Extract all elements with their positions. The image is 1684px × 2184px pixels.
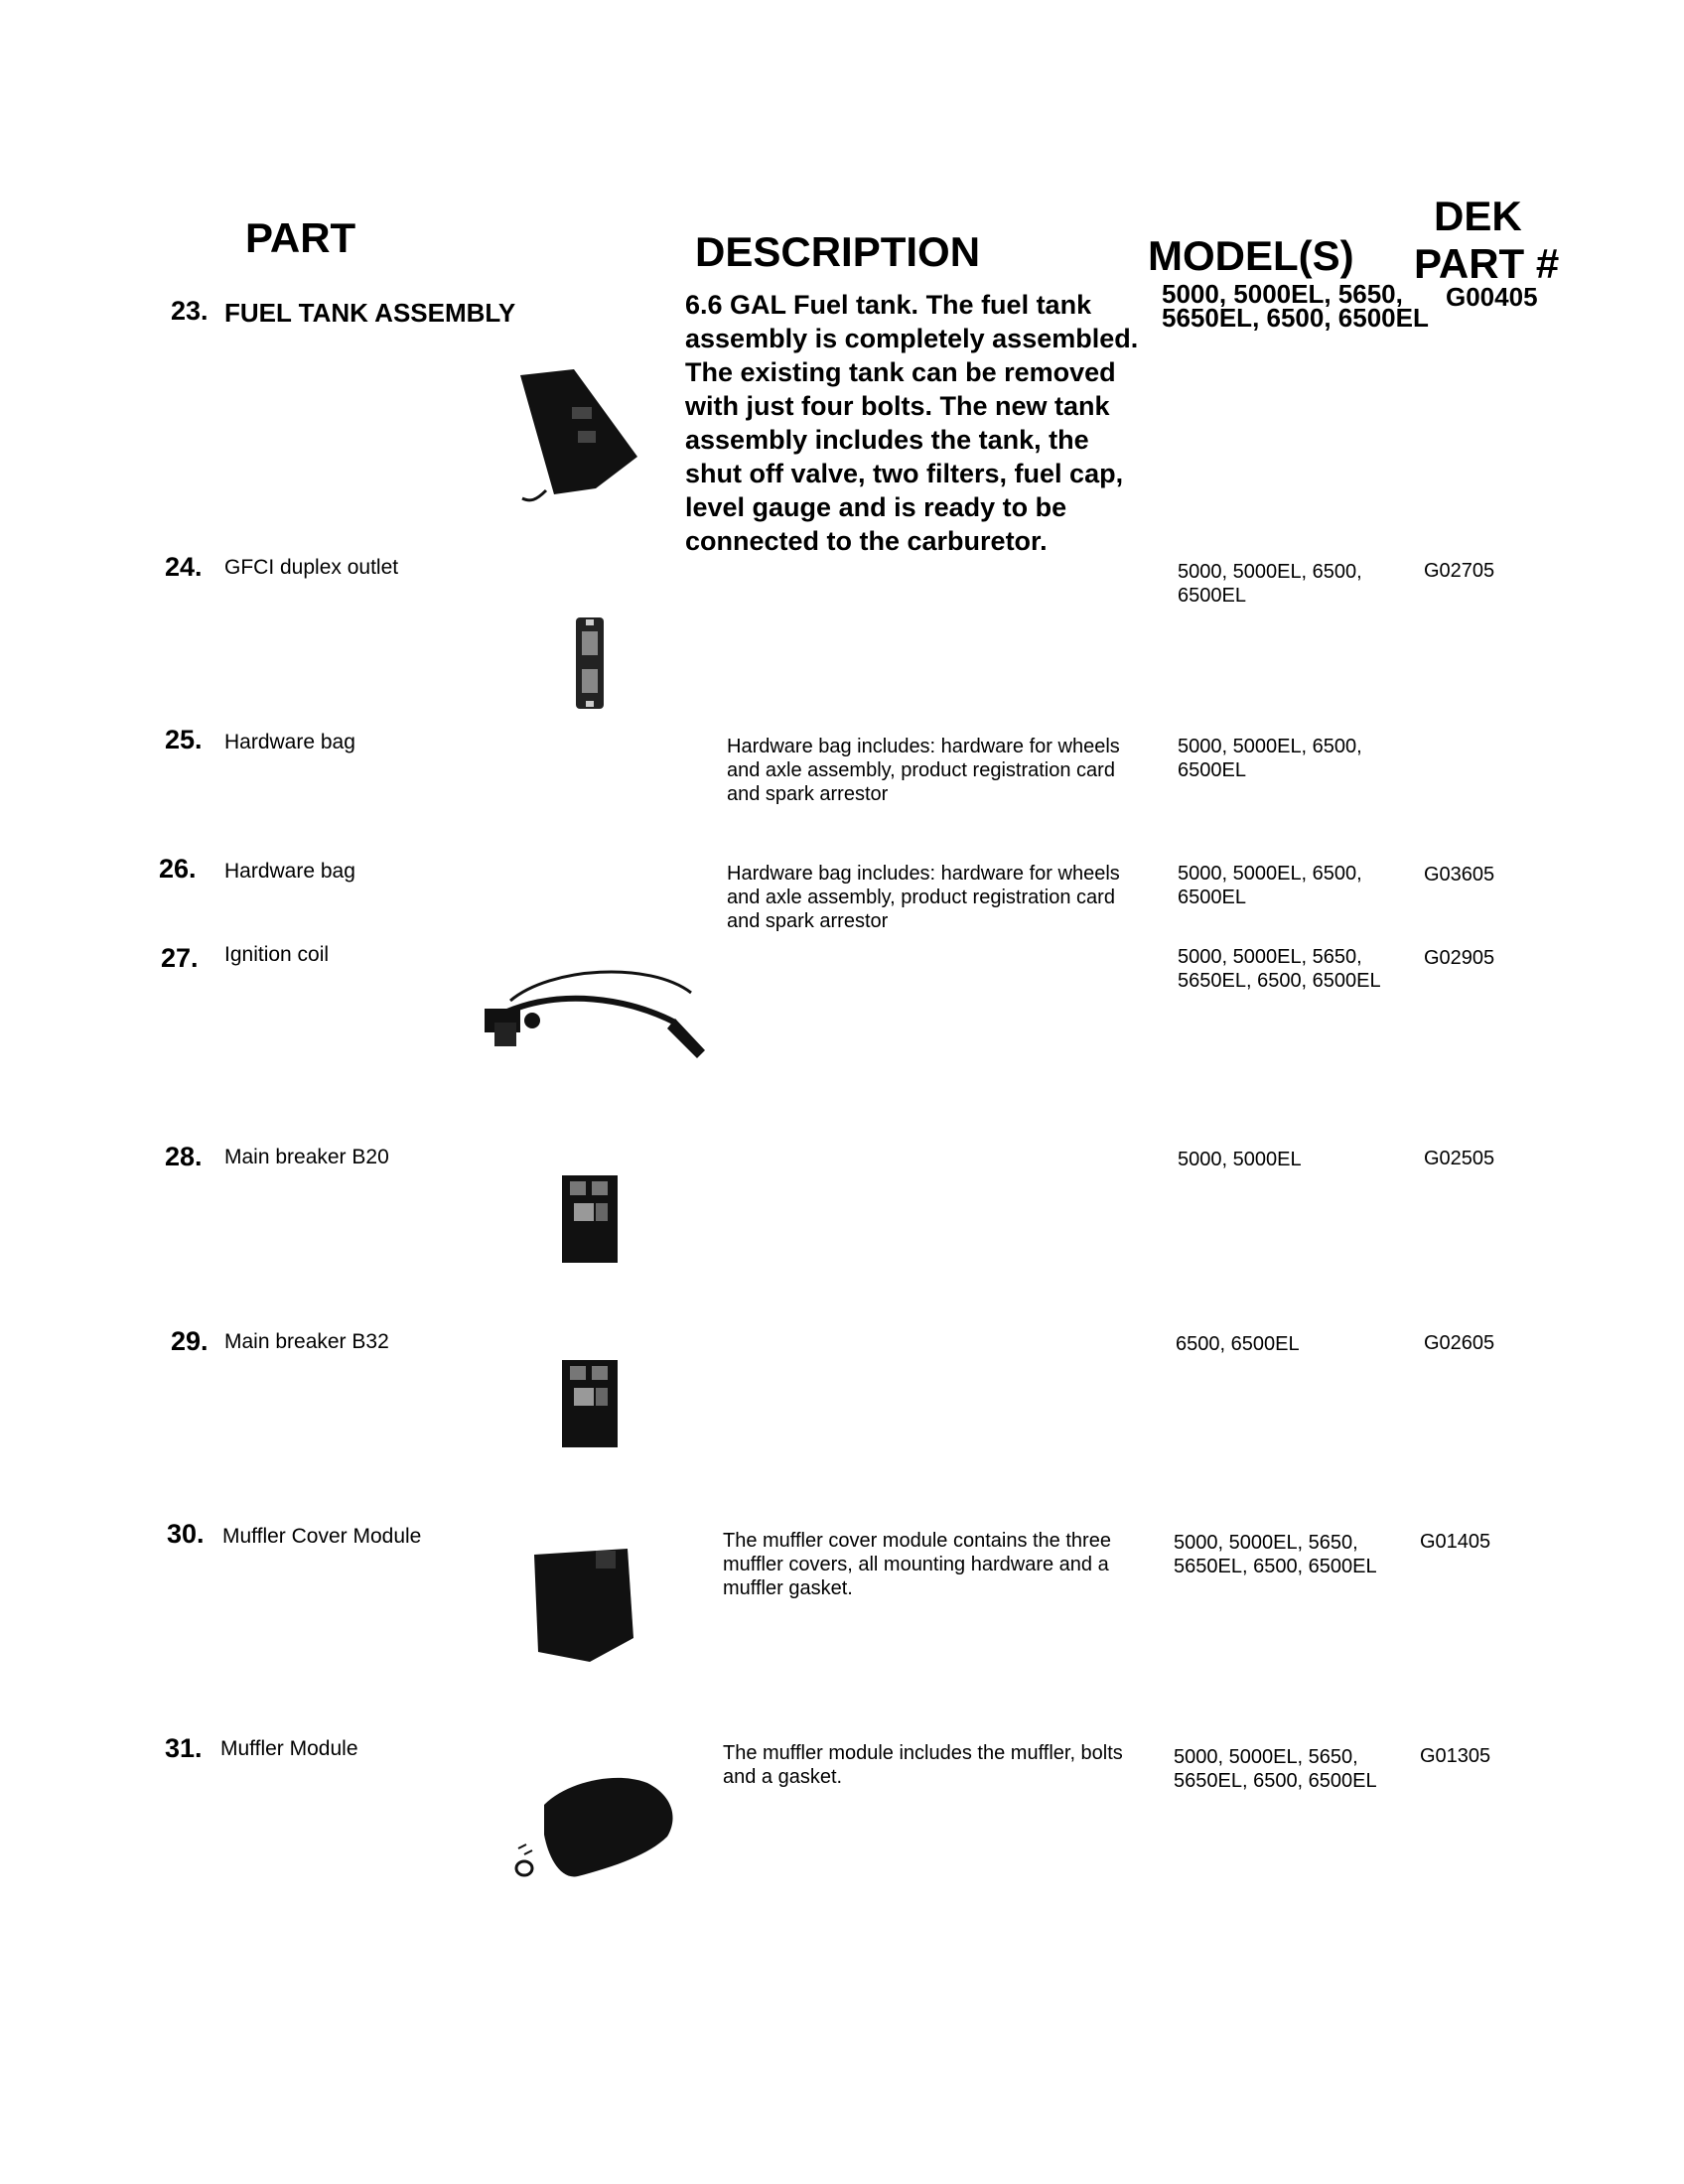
item-number: 27.: [161, 943, 199, 973]
header-part: PART: [245, 214, 356, 261]
item-number: 23.: [171, 296, 209, 326]
item-number: 25.: [165, 725, 203, 754]
item-name: FUEL TANK ASSEMBLY: [224, 298, 516, 328]
item-part-number: G02905: [1424, 947, 1495, 969]
item-name: Hardware bag: [224, 731, 355, 753]
item-description: 6.6 GAL Fuel tank. The fuel tank assembly is completely assembled. The existing tank can be removed with just four bolts. The new tank assembly includes the tank, the shut off valve, two filters, fuel cap, level gauge and is ready to be connected to the carburetor.: [685, 290, 1139, 556]
item-name: Main breaker B20: [224, 1146, 389, 1168]
item-models: 5000, 5000EL, 6500, 6500EL: [1178, 561, 1362, 607]
item-number: 30.: [167, 1519, 205, 1549]
item-part-number: G00405: [1446, 282, 1538, 312]
muffler-cover-icon: [530, 1545, 639, 1666]
item-name: GFCI duplex outlet: [224, 556, 399, 579]
item-name: Hardware bag: [224, 860, 355, 883]
item-part-number: G01405: [1420, 1531, 1491, 1553]
item-description: The muffler module includes the muffler, bolts and a gasket.: [723, 1742, 1123, 1788]
item-models: 5000, 5000EL: [1178, 1149, 1302, 1170]
item-name: Muffler Cover Module: [222, 1525, 422, 1548]
header-part-number: PART #: [1414, 240, 1560, 287]
item-part-number: G01305: [1420, 1745, 1491, 1767]
fuel-tank-icon: [516, 367, 645, 506]
item-part-number: G03605: [1424, 864, 1495, 886]
item-models: 5000, 5000EL, 5650, 5650EL, 6500, 6500EL: [1174, 1746, 1377, 1792]
item-number: 24.: [165, 552, 203, 582]
item-models: 5000, 5000EL, 5650, 5650EL, 6500, 6500EL: [1174, 1532, 1377, 1577]
item-part-number: G02505: [1424, 1148, 1495, 1169]
item-number: 29.: [171, 1326, 209, 1356]
gfci-outlet-icon: [576, 617, 604, 709]
item-description: The muffler cover module contains the three muffler covers, all mounting hardware and a muffler gasket.: [723, 1530, 1111, 1599]
item-description: Hardware bag includes: hardware for wheels and axle assembly, product registration card and spark arrestor: [727, 736, 1120, 805]
header-models: MODEL(S): [1148, 232, 1354, 279]
item-models: 5000, 5000EL, 6500, 6500EL: [1178, 863, 1362, 908]
item-description: Hardware bag includes: hardware for wheels and axle assembly, product registration card and spark arrestor: [727, 863, 1120, 932]
item-name: Muffler Module: [220, 1737, 358, 1760]
item-name: Ignition coil: [224, 943, 330, 966]
breaker-icon: [560, 1173, 622, 1265]
item-number: 31.: [165, 1733, 203, 1763]
header-dek: DEK: [1434, 193, 1522, 239]
item-number: 26.: [159, 854, 197, 884]
item-number: 28.: [165, 1142, 203, 1171]
item-models: 6500, 6500EL: [1176, 1333, 1300, 1355]
ignition-coil-icon: [481, 963, 709, 1062]
item-models: 5000, 5000EL, 5650, 5650EL, 6500, 6500EL: [1178, 946, 1381, 992]
breaker-icon: [560, 1358, 622, 1449]
header-description: DESCRIPTION: [695, 228, 981, 275]
item-models: 5000, 5000EL, 6500, 6500EL: [1178, 736, 1362, 781]
muffler-icon: [508, 1765, 677, 1880]
item-name: Main breaker B32: [224, 1330, 389, 1353]
item-part-number: G02705: [1424, 560, 1495, 582]
item-models: 5000, 5000EL, 5650, 5650EL, 6500, 6500EL: [1162, 279, 1429, 333]
item-part-number: G02605: [1424, 1332, 1495, 1354]
